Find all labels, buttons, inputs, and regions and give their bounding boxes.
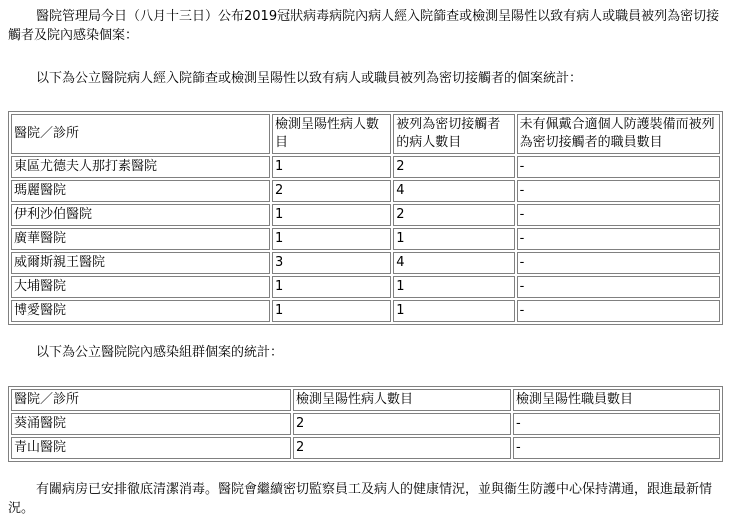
header-hospital: 醫院／診所 bbox=[11, 389, 291, 411]
cell-positive-patients: 2 bbox=[293, 437, 511, 459]
close-contact-table bbox=[8, 111, 723, 325]
cell-hospital: 青山醫院 bbox=[11, 437, 291, 459]
header-close-contact-patients: 被列為密切接觸者的病人數目 bbox=[393, 114, 514, 154]
cell-close-contact-staff: - bbox=[517, 156, 720, 178]
cell-close-contact-patients: 1 bbox=[393, 300, 514, 322]
cell-close-contact-staff: - bbox=[517, 300, 720, 322]
cell-close-contact-staff: - bbox=[517, 228, 720, 250]
cell-positive-patients: 1 bbox=[272, 228, 391, 250]
table-row bbox=[11, 300, 720, 322]
cell-positive-patients: 3 bbox=[272, 252, 391, 274]
cell-positive-patients: 1 bbox=[272, 276, 391, 298]
header-positive-staff: 檢測呈陽性職員數目 bbox=[513, 389, 720, 411]
cell-positive-patients: 2 bbox=[293, 413, 511, 435]
table-row bbox=[11, 413, 720, 435]
cell-close-contact-patients: 1 bbox=[393, 228, 514, 250]
table-row bbox=[11, 228, 720, 250]
table-row bbox=[11, 204, 720, 226]
table-row bbox=[11, 252, 720, 274]
table-row bbox=[11, 180, 720, 202]
cell-hospital: 廣華醫院 bbox=[11, 228, 270, 250]
cell-positive-patients: 1 bbox=[272, 156, 391, 178]
cell-close-contact-staff: - bbox=[517, 180, 720, 202]
cell-positive-staff: - bbox=[513, 413, 720, 435]
cell-close-contact-patients: 4 bbox=[393, 180, 514, 202]
cluster-table bbox=[8, 386, 723, 462]
cell-hospital: 大埔醫院 bbox=[11, 276, 270, 298]
cell-close-contact-staff: - bbox=[517, 204, 720, 226]
header-close-contact-staff: 未有佩戴合適個人防護裝備而被列為密切接觸者的職員數目 bbox=[517, 114, 720, 154]
table-row bbox=[11, 276, 720, 298]
cell-close-contact-staff: - bbox=[517, 252, 720, 274]
cell-close-contact-patients: 1 bbox=[393, 276, 514, 298]
table-row bbox=[11, 437, 720, 459]
cell-close-contact-patients: 4 bbox=[393, 252, 514, 274]
cell-close-contact-patients: 2 bbox=[393, 204, 514, 226]
cell-hospital: 博愛醫院 bbox=[11, 300, 270, 322]
cell-hospital: 瑪麗醫院 bbox=[11, 180, 270, 202]
cell-positive-patients: 1 bbox=[272, 300, 391, 322]
intro-paragraph: 醫院管理局今日（八月十三日）公布2019冠狀病毒病院內病人經入院篩查或檢測呈陽性以致有病人或職員被列為密切接觸者及院內感染個案： bbox=[8, 9, 720, 43]
table-header-row bbox=[11, 389, 720, 411]
cell-hospital: 東區尤德夫人那打素醫院 bbox=[11, 156, 270, 178]
cell-positive-patients: 1 bbox=[272, 204, 391, 226]
table-row bbox=[11, 156, 720, 178]
header-positive-patients: 檢測呈陽性病人數目 bbox=[293, 389, 511, 411]
cell-hospital: 葵涌醫院 bbox=[11, 413, 291, 435]
header-positive-patients: 檢測呈陽性病人數目 bbox=[272, 114, 391, 154]
cell-close-contact-patients: 2 bbox=[393, 156, 514, 178]
cell-hospital: 伊利沙伯醫院 bbox=[11, 204, 270, 226]
cell-positive-patients: 2 bbox=[272, 180, 391, 202]
table2-caption: 以下為公立醫院院內感染組群個案的統計： bbox=[36, 345, 284, 360]
header-hospital: 醫院／診所 bbox=[11, 114, 270, 154]
cell-close-contact-staff: - bbox=[517, 276, 720, 298]
table1-caption: 以下為公立醫院病人經入院篩查或檢測呈陽性以致有病人或職員被列為密切接觸者的個案統計： bbox=[36, 71, 583, 86]
closing-paragraph: 有關病房已安排徹底清潔消毒。醫院會繼續密切監察員工及病人的健康情況，並與衞生防護中心保持溝通，跟進最新情況。 bbox=[8, 482, 713, 516]
cell-hospital: 威爾斯親王醫院 bbox=[11, 252, 270, 274]
cell-positive-staff: - bbox=[513, 437, 720, 459]
table-header-row bbox=[11, 114, 720, 154]
